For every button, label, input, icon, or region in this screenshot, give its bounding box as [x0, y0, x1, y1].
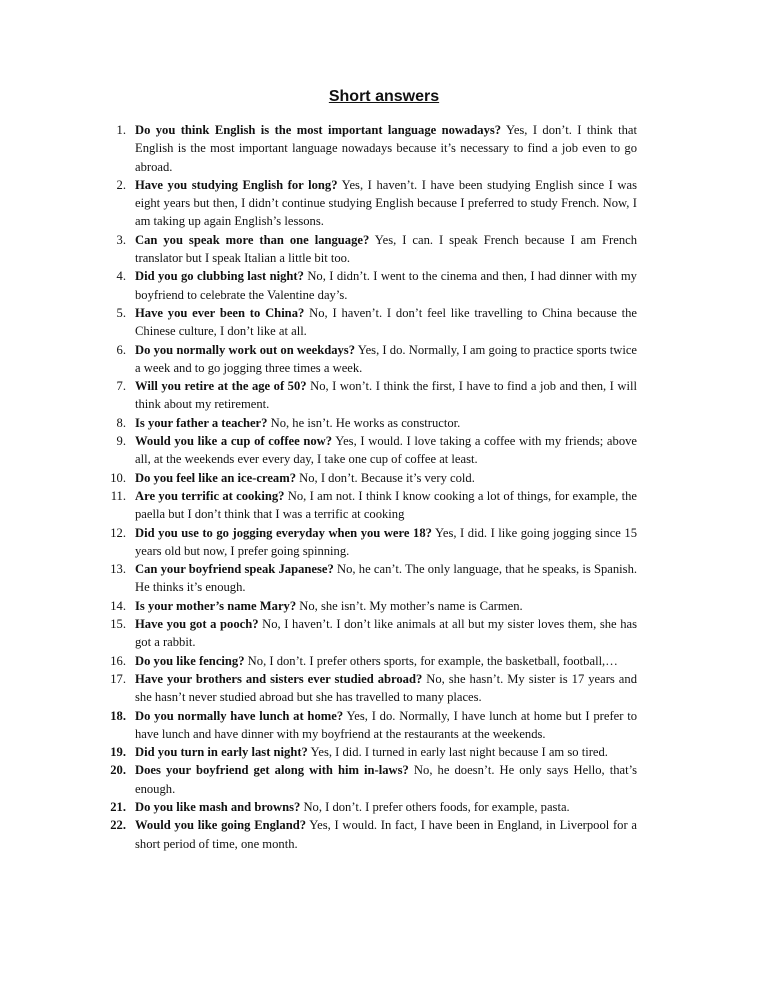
question-text: Do you normally have lunch at home? — [135, 708, 344, 723]
item-number: 10. — [110, 470, 126, 485]
list-item — [100, 670, 637, 707]
item-number: 16. — [110, 653, 126, 668]
page-title: Short answers — [328, 88, 440, 105]
item-number: 13. — [110, 562, 126, 577]
item-number: 1. — [116, 123, 126, 137]
list-item — [100, 121, 637, 176]
question-text: Would you like a cup of coffee now? — [135, 434, 333, 449]
item-number: 7. — [116, 379, 126, 394]
question-text: Do you like fencing? — [135, 653, 245, 668]
question-text: Have your brothers and sisters ever studied abroad? — [135, 671, 423, 686]
list-item — [100, 304, 637, 341]
answer-text: No, I am not. I think I know cooking a lot of things, for example, the paella but I don’t think that I was a terrific at cooking — [135, 488, 637, 522]
question-text: Do you think English is the most important language nowadays? — [135, 123, 502, 137]
question-text: Do you feel like an ice-cream? — [135, 470, 296, 485]
item-number: 8. — [116, 415, 126, 430]
answer-text: No, she isn’t. My mother’s name is Carmen. — [299, 598, 523, 613]
item-number: 4. — [116, 269, 126, 284]
list-item — [100, 597, 637, 615]
list-item — [100, 267, 637, 304]
list-item — [100, 524, 637, 561]
answer-text: No, he doesn’t. He only says Hello, that’s enough. — [135, 763, 637, 796]
item-number: 19. — [110, 745, 126, 760]
item-number: 17. — [110, 671, 126, 686]
item-number: 15. — [110, 617, 126, 632]
item-number: 22. — [110, 818, 126, 833]
question-text: Does your boyfriend get along with him in-laws? — [135, 763, 409, 778]
answer-text: No, I haven’t. I don’t feel like travelling to China because the Chinese culture, I don’t like at all. — [135, 305, 638, 339]
list-item — [100, 432, 637, 469]
question-text: Did you turn in early last night? — [135, 745, 308, 760]
list-item — [100, 652, 637, 670]
list-item — [100, 761, 637, 798]
answer-text: Yes, I would. In fact, I have been in England, in Liverpool for a short period of time, one month. — [135, 818, 637, 851]
answer-text: No, I won’t. I think the first, I have to find a job and then, I will think about my retirement. — [135, 379, 637, 412]
list-item — [100, 469, 637, 487]
question-text: Did you go clubbing last night? — [135, 269, 304, 284]
list-item — [100, 816, 637, 853]
question-text: Is your father a teacher? — [135, 415, 268, 430]
list-item — [100, 615, 637, 652]
item-number: 9. — [116, 434, 126, 449]
list-item — [100, 560, 637, 597]
answer-text: Yes, I haven’t. I have been studying English since I was eight years but then, I didn’t continue studying English because I preferred to study French. Now, I am taking up again English’s lessons. — [135, 177, 637, 229]
question-text: Is your mother’s name Mary? — [135, 598, 297, 613]
question-text: Have you ever been to China? — [135, 305, 305, 320]
answer-text: No, I don’t. I prefer others sports, for example, the basketball, football,… — [247, 653, 618, 668]
list-item — [100, 176, 637, 231]
question-text: Do you like mash and browns? — [135, 799, 301, 814]
question-text: Have you got a pooch? — [135, 617, 259, 632]
answer-text: No, he can’t. The only language, that he speaks, is Spanish. He thinks it’s enough. — [135, 562, 638, 595]
item-number: 20. — [110, 763, 126, 778]
list-item — [100, 231, 637, 268]
question-text: Would you like going England? — [135, 818, 307, 833]
question-text: Have you studying English for long? — [135, 177, 338, 192]
item-number: 5. — [116, 305, 126, 320]
answer-text: No, I don’t. I prefer others foods, for example, pasta. — [303, 799, 570, 814]
answer-text: Yes, I don’t. I think that English is the most important language nowadays because it’s necessary to find a job even to go abroad. — [135, 123, 637, 174]
question-text: Do you normally work out on weekdays? — [135, 342, 356, 357]
answer-text: No, he isn’t. He works as constructor. — [270, 415, 461, 430]
question-text: Can your boyfriend speak Japanese? — [135, 562, 334, 577]
question-text: Will you retire at the age of 50? — [135, 379, 307, 394]
item-number: 12. — [110, 525, 126, 540]
answer-text: Yes, I did. I turned in early last night because I am so tired. — [310, 745, 608, 760]
question-text: Can you speak more than one language? — [135, 232, 370, 247]
item-number: 11. — [110, 488, 126, 503]
answer-text: Yes, I do. Normally, I am going to practice sports twice a week and to go jogging three times a week. — [135, 342, 637, 375]
answer-text: No, I haven’t. I don’t like animals at all but my sister loves them, she has got a rabbit. — [135, 617, 637, 650]
answer-text: Yes, I did. I like going jogging since 15 years old but now, I prefer going spinning. — [135, 525, 638, 558]
item-number: 2. — [116, 177, 126, 192]
item-number: 3. — [116, 232, 126, 247]
question-text: Are you terrific at cooking? — [135, 488, 285, 503]
answer-text: No, she hasn’t. My sister is 17 years and she hasn’t never studied abroad but she has travelled to many places. — [135, 671, 637, 705]
list-item — [100, 487, 637, 524]
list-item — [100, 414, 637, 432]
list-item — [100, 707, 637, 744]
list-item — [100, 377, 637, 414]
item-number: 6. — [116, 342, 126, 357]
question-text: Did you use to go jogging everyday when you were 18? — [135, 525, 432, 540]
list-item — [100, 743, 637, 761]
answer-text: Yes, I would. I love taking a coffee with my friends; above all, at the weekends ever every day, I take one cup of coffee at least. — [135, 434, 638, 467]
item-number: 21. — [110, 799, 126, 814]
answer-text: No, I don’t. Because it’s very cold. — [299, 470, 475, 485]
item-number: 18. — [110, 708, 126, 723]
answer-text: No, I didn’t. I went to the cinema and then, I had dinner with my boyfriend to celebrate the Valentine day’s. — [135, 269, 637, 302]
answer-text: Yes, I can. I speak French because I am French translator but I speak Italian a little bit too. — [135, 232, 638, 266]
list-item — [100, 798, 637, 816]
list-item — [100, 341, 637, 378]
question-answer-list — [100, 121, 637, 853]
answer-text: Yes, I do. Normally, I have lunch at home but I prefer to have lunch and have dinner with my boyfriend at the restaurants at the weekends. — [135, 708, 638, 741]
item-number: 14. — [110, 598, 126, 613]
